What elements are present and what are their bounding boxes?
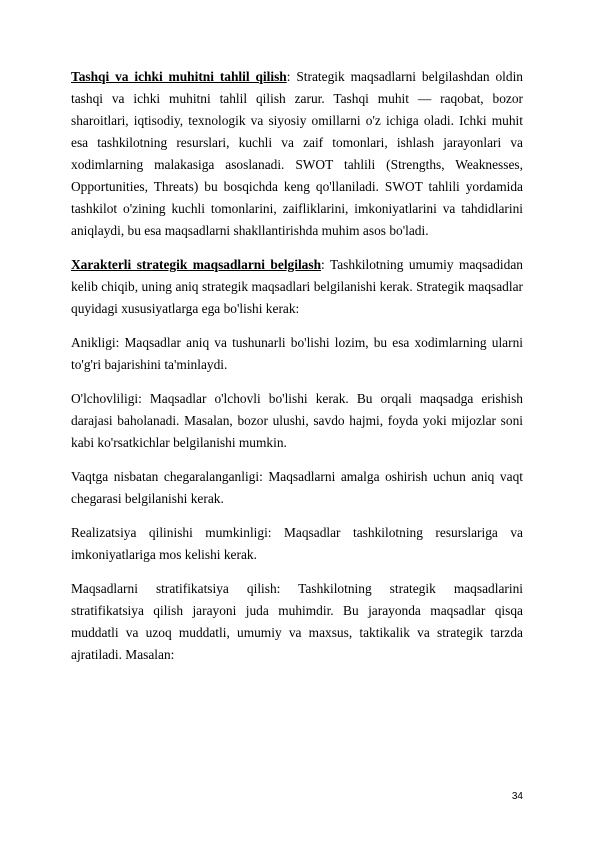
paragraph-text: Anikligi: Maqsadlar aniq va tushunarli bo'lishi lozim, bu esa xodimlarning ularni to'g'ri bajarishini ta'minlaydi. bbox=[71, 335, 523, 372]
paragraph-measurability bbox=[71, 388, 523, 454]
paragraph-text: : Tashkilotning umumiy maqsadidan kelib chiqib, uning aniq strategik maqsadlari belgilanishi kerak. Strategik maqsadlar quyidagi xususiyatlarga ega bo'lishi kerak: bbox=[71, 257, 523, 316]
paragraph-time-bound bbox=[71, 466, 523, 510]
paragraph-stratification bbox=[71, 578, 523, 666]
paragraph-heading: Xarakterli strategik maqsadlarni belgilash bbox=[71, 257, 322, 272]
paragraph-text: Realizatsiya qilinishi mumkinligi: Maqsadlar tashkilotning resurslariga va imkoniyatlariga mos kelishi kerak. bbox=[71, 525, 523, 562]
paragraph-strategic-goals bbox=[71, 254, 523, 320]
paragraph-text: Vaqtga nisbatan chegaralanganligi: Maqsadlarni amalga oshirish uchun aniq vaqt chegarasi belgilanishi kerak. bbox=[71, 469, 523, 506]
paragraph-feasibility bbox=[71, 522, 523, 566]
paragraph-text: Maqsadlarni stratifikatsiya qilish: Tashkilotning strategik maqsadlarini stratifikatsiya qilish jarayoni juda muhimdir. Bu jarayonda maqsadlar qisqa muddatli va uzoq muddatli, umumiy va maxsus, taktikalik va strategik tarzda ajratiladi. Masalan: bbox=[71, 581, 523, 662]
paragraph-clarity bbox=[71, 332, 523, 376]
paragraph-text: O'lchovliligi: Maqsadlar o'lchovli bo'lishi kerak. Bu orqali maqsadga erishish darajasi baholanadi. Masalan, bozor ulushi, savdo hajmi, foyda yoki mijozlar soni kabi ko'rsatkichlar belgilanishi mumkin. bbox=[71, 391, 523, 450]
document-page bbox=[71, 66, 523, 678]
paragraph-text: : Strategik maqsadlarni belgilashdan oldin tashqi va ichki muhitni tahlil qilish zarur. Tashqi muhit — raqobat, bozor sharoitlari, iqtisodiy, texnologik va siyosiy omillarni o'z ichiga oladi. Ichki muhit esa tashkilotning resurslari, kuchli va zaif tomonlari, ishlash jarayonlari va xodimlarning malakasiga asoslanadi. SWOT tahlili (Strengths, Weaknesses, Opportunities, Threats) bu bosqichda keng qo'llaniladi. SWOT tahlili yordamida tashkilot o'zining kuchli tomonlarini, zaifliklarini, imkoniyatlarini va tahdidlarini aniqlaydi, bu esa maqsadlarni shakllantirishda muhim asos bo'ladi. bbox=[71, 69, 524, 238]
paragraph-swot-analysis bbox=[71, 66, 523, 242]
paragraph-heading: Tashqi va ichki muhitni tahlil qilish bbox=[71, 69, 287, 84]
page-number: 34 bbox=[511, 791, 523, 802]
